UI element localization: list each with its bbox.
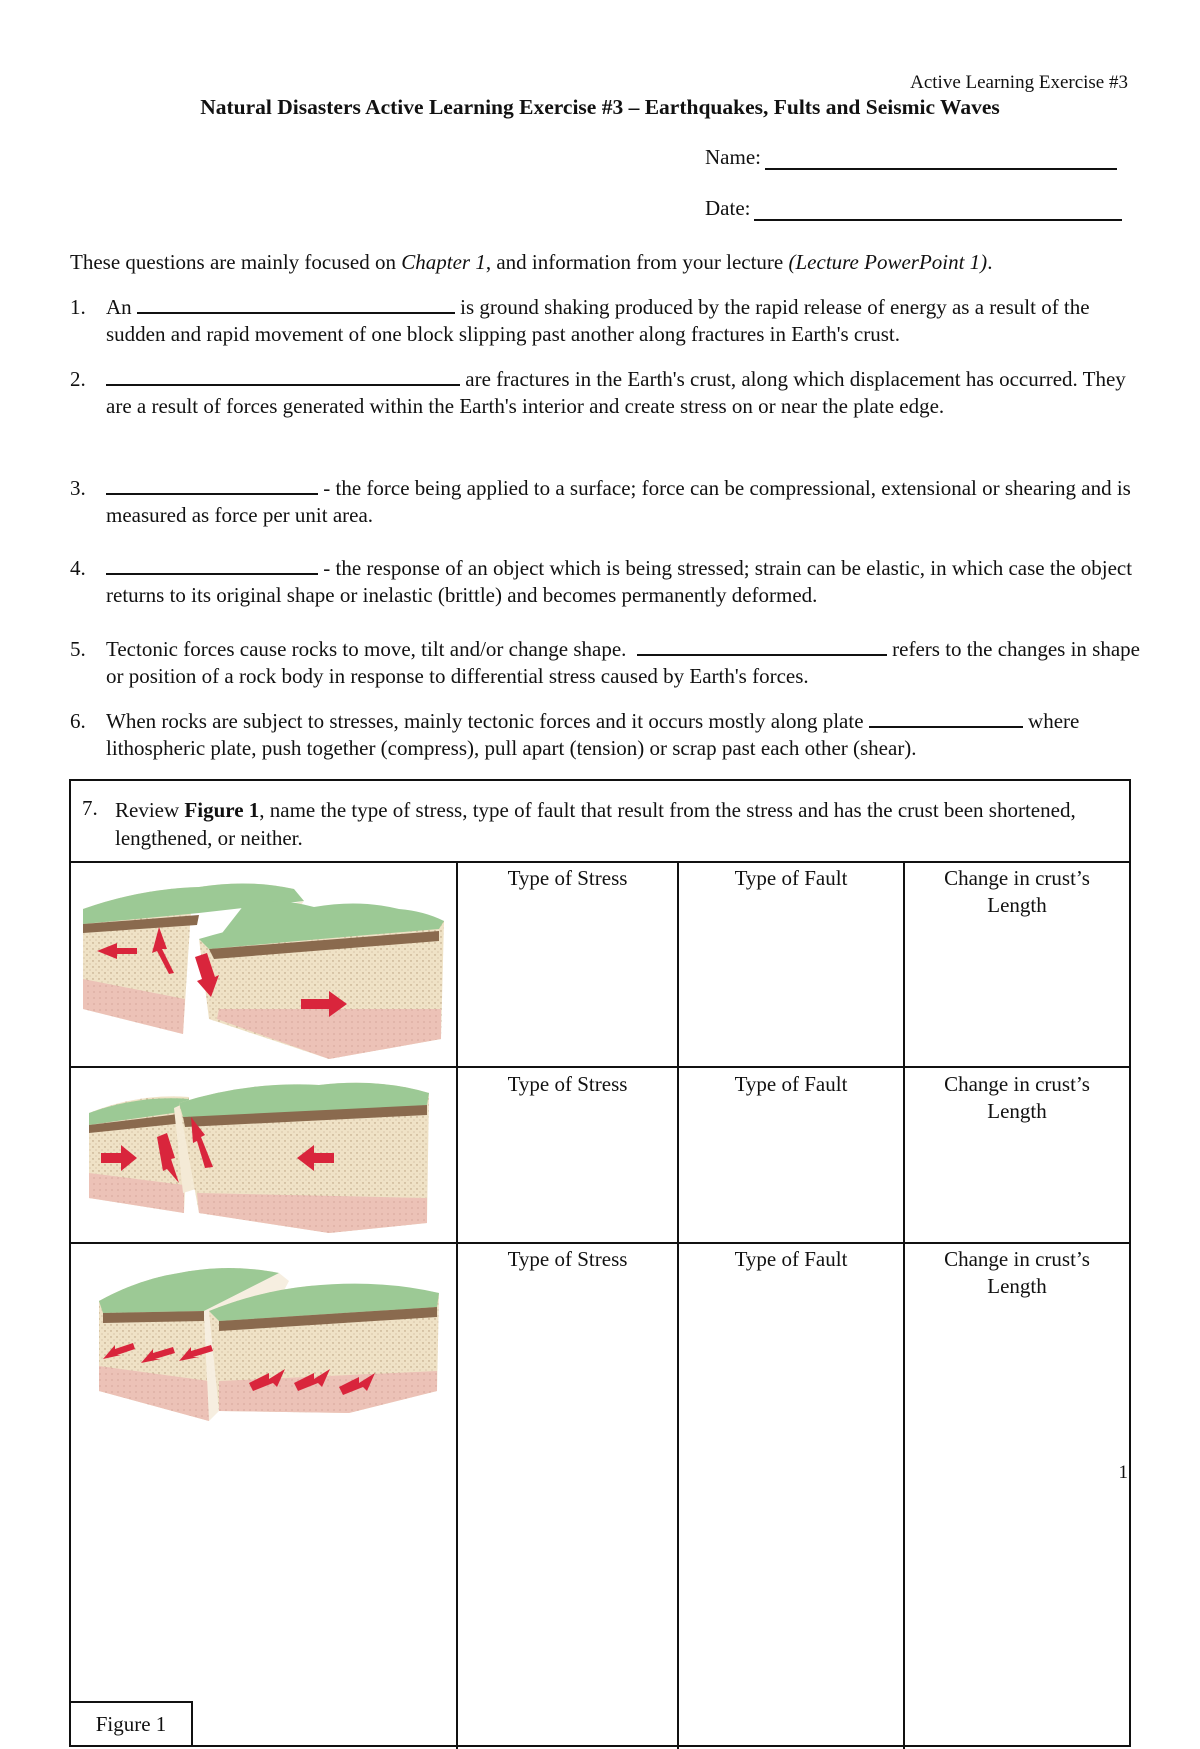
figure-table: [69, 779, 1131, 1747]
reverse-fault-diagram: [79, 1073, 449, 1238]
answer-blank-4[interactable]: [106, 555, 318, 575]
crust-length-line2: Length: [987, 1274, 1047, 1298]
answer-blank-5[interactable]: [637, 636, 887, 656]
question-number: 7.: [82, 796, 98, 820]
question-number: 6.: [70, 709, 86, 733]
type-of-fault-header: Type of Fault: [734, 866, 848, 890]
crust-length-header: [905, 1071, 1129, 1125]
question-number: 4.: [70, 556, 86, 580]
date-input-line[interactable]: [754, 199, 1122, 221]
type-of-fault-header: Type of Fault: [734, 1072, 848, 1096]
question-4: [70, 555, 1145, 609]
date-label: Date:: [705, 196, 751, 220]
column-divider: [456, 863, 458, 1749]
row-divider: [71, 1242, 1129, 1244]
crust-length-header: [905, 865, 1129, 919]
type-of-stress-header: Type of Stress: [507, 1072, 628, 1096]
question-6: [70, 708, 1145, 762]
question-number: 1.: [70, 295, 86, 319]
page-title: Natural Disasters Active Learning Exercise #3 – Earthquakes, Fults and Seismic Waves: [200, 95, 1000, 119]
question-text: - the force being applied to a surface; force can be compressional, extensional or shearing and is measured as force per unit area.: [106, 476, 1131, 527]
column-divider: [903, 863, 905, 1749]
question-5: [70, 636, 1145, 690]
type-of-stress-header: Type of Stress: [507, 866, 628, 890]
strike-slip-fault-diagram: [79, 1251, 449, 1421]
row-divider: [71, 1066, 1129, 1068]
question-text: , name the type of stress, type of fault that result from the stress and has the crust been shortened, lengthened, or neither.: [115, 798, 1076, 850]
name-input-line[interactable]: [765, 148, 1117, 170]
figure-reference: Figure 1: [184, 798, 260, 822]
question-text: refers to the changes in shape or position of a rock body in response to differential stress caused by Earth's forces.: [106, 637, 1140, 688]
answer-blank-3[interactable]: [106, 475, 318, 495]
intro-text: These questions are mainly focused on: [70, 250, 402, 274]
intro-lecture: (Lecture PowerPoint 1): [788, 250, 988, 274]
type-of-stress-header: Type of Stress: [507, 1247, 628, 1271]
question-2: [70, 366, 1145, 420]
crust-length-line1: Change in crust’s: [944, 1247, 1090, 1271]
question-text: Review: [115, 798, 185, 822]
type-of-fault-header: Type of Fault: [734, 1247, 848, 1271]
question-text: where lithospheric plate, push together (compress), pull apart (tension) or scrap past each other (shear).: [106, 709, 1080, 760]
crust-length-line2: Length: [987, 893, 1047, 917]
normal-fault-diagram: [79, 869, 449, 1059]
intro-chapter: Chapter 1: [401, 250, 486, 274]
crust-length-line1: Change in crust’s: [944, 866, 1090, 890]
crust-length-line1: Change in crust’s: [944, 1072, 1090, 1096]
question-text: Tectonic forces cause rocks to move, tilt and/or change shape.: [106, 637, 627, 661]
question-7: [71, 781, 1129, 863]
question-text: - the response of an object which is being stressed; strain can be elastic, in which case the object returns to its original shape or inelastic (brittle) and becomes permanently deformed.: [106, 556, 1133, 607]
name-field[interactable]: [705, 145, 1117, 170]
question-text: When rocks are subject to stresses, mainly tectonic forces and it occurs mostly along plate: [106, 709, 864, 733]
question-number: 5.: [70, 637, 86, 661]
crust-length-header: [905, 1246, 1129, 1300]
question-number: 2.: [70, 367, 86, 391]
answer-blank-6[interactable]: [869, 708, 1023, 728]
question-number: 3.: [70, 476, 86, 500]
question-text: is ground shaking produced by the rapid release of energy as a result of the sudden and rapid movement of one block slipping past another along fractures in Earth's crust.: [106, 295, 1090, 346]
name-label: Name:: [705, 145, 761, 169]
intro-paragraph: [70, 249, 1140, 276]
column-divider: [677, 863, 679, 1749]
header-exercise-label: Active Learning Exercise #3: [910, 72, 1128, 93]
page-number: 1: [1118, 1462, 1128, 1483]
question-text: are fractures in the Earth's crust, along which displacement has occurred. They are a result of forces generated within the Earth's interior and create stress on or near the plate edge.: [106, 367, 1126, 418]
intro-text-3: .: [987, 250, 993, 274]
question-1: [70, 294, 1145, 348]
figure-label: Figure 1: [71, 1701, 193, 1745]
question-text: An: [106, 295, 132, 319]
answer-blank-2[interactable]: [106, 366, 460, 386]
date-field[interactable]: [705, 196, 1122, 221]
question-3: [70, 475, 1145, 529]
crust-length-line2: Length: [987, 1099, 1047, 1123]
answer-blank-1[interactable]: [137, 294, 455, 314]
intro-text-2: , and information from your lecture: [485, 250, 789, 274]
